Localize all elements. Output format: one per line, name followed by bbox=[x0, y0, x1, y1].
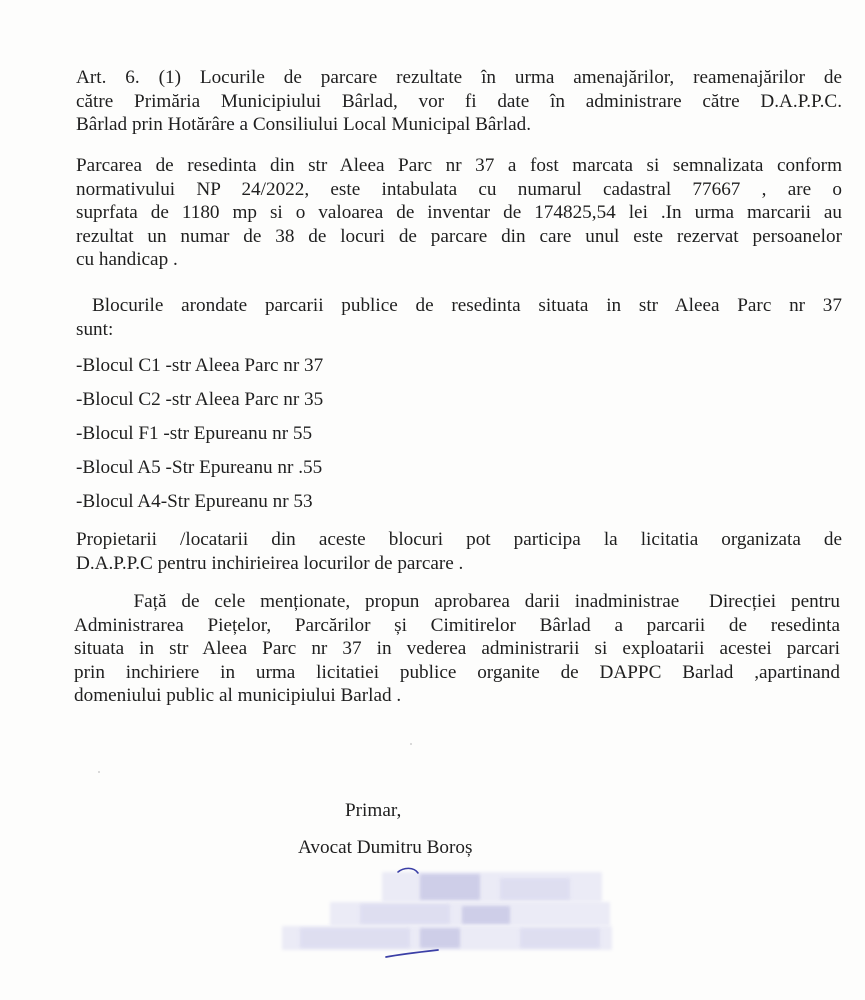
proposal-line: Administrarea Piețelor, Parcărilor și Cimitirelor Bârlad a parcarii de resedinta bbox=[74, 614, 840, 636]
block-list-item: -Blocul A4-Str Epureanu nr 53 bbox=[76, 491, 313, 512]
block-list-item: -Blocul C2 -str Aleea Parc nr 35 bbox=[76, 389, 324, 410]
proposal-paragraph bbox=[74, 590, 840, 708]
blocks-intro-paragraph-end bbox=[76, 318, 842, 342]
proposal-line: domeniului public al municipiului Barlad . bbox=[74, 685, 402, 706]
blocks-intro-paragraph bbox=[92, 294, 842, 318]
scan-speck bbox=[98, 771, 100, 773]
block-list-item: -Blocul F1 -str Epureanu nr 55 bbox=[76, 423, 313, 444]
article-line: Bârlad prin Hotărâre a Consiliului Local Municipal Bârlad. bbox=[76, 114, 532, 135]
proposal-line: situata in str Aleea Parc nr 37 in vederea administrarii si exploatarii acestei parcari bbox=[74, 638, 840, 659]
signature-stroke-icon bbox=[380, 864, 450, 964]
parking-line: rezultat un numar de 38 de locuri de parcare din care unul este rezervat persoanelor bbox=[76, 225, 842, 247]
signature-role: Primar, bbox=[345, 800, 402, 821]
article-6-paragraph bbox=[76, 66, 842, 137]
owners-line: D.A.P.P.C pentru inchirieirea locurilor de parcare . bbox=[76, 552, 464, 574]
article-line: către Primăria Municipiului Bârlad, vor fi date în administrare către D.A.P.P.C. bbox=[76, 90, 842, 112]
blocks-intro-line: sunt: bbox=[76, 319, 114, 340]
parking-line: suprfata de 1180 mp si o valoarea de inventar de 174825,54 lei .In urma marcarii au bbox=[76, 202, 842, 223]
parking-paragraph bbox=[76, 154, 842, 272]
signature-name: Avocat Dumitru Boroș bbox=[298, 837, 473, 858]
blocks-intro-line: Blocurile arondate parcarii publice de resedinta situata in str Aleea Parc nr 37 bbox=[92, 295, 842, 316]
owners-paragraph bbox=[76, 528, 842, 575]
block-list-item: -Blocul C1 -str Aleea Parc nr 37 bbox=[76, 355, 324, 376]
parking-line: cu handicap . bbox=[76, 249, 178, 270]
scan-speck bbox=[410, 743, 412, 745]
proposal-line: prin inchiriere in urma licitatiei publice organite de DAPPC Barlad ,apartinand bbox=[74, 661, 840, 683]
owners-line: Propietarii /locatarii din aceste blocuri pot participa la licitatia organizata de bbox=[76, 529, 842, 550]
block-list-item: -Blocul A5 -Str Epureanu nr .55 bbox=[76, 457, 323, 478]
article-line: Art. 6. (1) Locurile de parcare rezultate în urma amenajărilor, reamenajărilor de bbox=[76, 67, 842, 88]
parking-line: normativului NP 24/2022, este intabulata cu numarul cadastral 77667 , are o bbox=[76, 178, 842, 200]
parking-line: Parcarea de resedinta din str Aleea Parc nr 37 a fost marcata si semnalizata conform bbox=[76, 155, 842, 176]
proposal-line: Față de cele menționate, propun aprobarea darii inadministrae Direcției pentru bbox=[74, 591, 840, 612]
